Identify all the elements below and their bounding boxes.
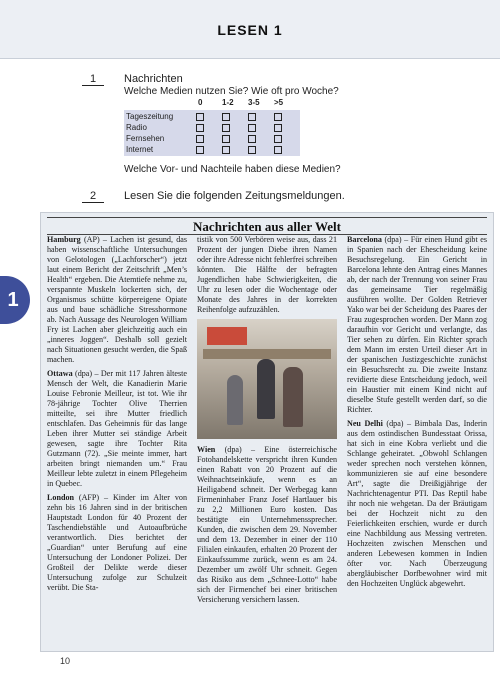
photo-person — [283, 367, 303, 427]
dateline: London — [47, 493, 74, 502]
checkbox[interactable] — [274, 124, 282, 132]
checkbox[interactable] — [248, 146, 256, 154]
checkbox[interactable] — [248, 124, 256, 132]
checkbox[interactable] — [222, 135, 230, 143]
dateline: Barcelona — [347, 235, 382, 244]
checkbox[interactable] — [248, 113, 256, 121]
checkbox[interactable] — [196, 124, 204, 132]
checkbox[interactable] — [222, 146, 230, 154]
exercise-1-followup: Welche Vor- und Nachteile haben diese Medien? — [124, 164, 341, 175]
news-text: (AFP) – Kinder im Alter von zehn bis 16 Jahren sind in der britischen Hauptstadt London für 40 Prozent der Taschendiebstähle und Autoaufbrüche verantwortlich. Dies berichtet der „Guardian“ unter Berufung auf eine Untersuchung der Londoner Polizei. Der Großteil der Delikte werde dieser Untersuchung zufolge zur Schulzeit verübt. Die Sta- — [47, 493, 187, 592]
chapter-tab — [0, 276, 30, 324]
news-text: tistik von 500 Verbören weise aus, dass 21 Prozent der jungen Diebe ihren Namen oder ihre Adresse nicht fehlerfrei schreiben könnten. Die Hälfte der befragten Jugendlichen habe Schwierigkeiten, die Uhr zu lesen oder die Wochentage oder Monate des Jahres in der korrekten Reihenfolge aufzuzählen. — [197, 235, 338, 314]
news-text: (AP) – Lachen ist gesund, das haben wissenschaftliche Untersuchungen von Gelotologen („Lachforscher“) jetzt laut einem Bericht der Zeitschrift „Men’s Health“ ergeben. Die Atemtiefe nehme zu, verspannte Muskeln lockerten sich, der Organismus schütte körpereigene Opiate aus und baue schädliche Stresshormone ab. Nach Aussage des Neurologen William Fry ist Lachen aber gleichzeitig auch ein „inneres Joggen“. Deshalb soll gezielt nach Situationen gesucht werden, die Spaß machen. — [47, 235, 187, 364]
article-column-2 — [197, 235, 337, 609]
news-text: (dpa) – Der mit 117 Jahren älteste Mensch der Welt, die Kanadierin Marie Louise Febronie Meilleur, ist tot. Wie ihr 78-jährige Tochter Olive Therrien mitteilte, sei ihre Mutter friedlich entschlafen. Das Geheimnis für das lange Leben ihrer Mutter sei ständige Arbeit gewesen, sagte ihre Tochter Rita Gutzmann (72). „Sie meinte immer, hart arbeiten bringt niemanden um.“ Frau Meilleur lebte zuletzt in einem Pflegeheim in Quebec. — [47, 369, 187, 488]
article-headline: Nachrichten aus aller Welt — [193, 219, 341, 234]
row-label: Radio — [126, 123, 147, 132]
exercise-1-question: Welche Medien nutzen Sie? Wie oft pro Woche? — [124, 86, 339, 97]
dateline: Hamburg — [47, 235, 81, 244]
dateline: Ottawa — [47, 369, 73, 378]
exercise-1-title: Nachrichten — [124, 73, 183, 85]
checkbox[interactable] — [196, 113, 204, 121]
exercise-1-number: 1 — [82, 73, 104, 86]
news-item — [197, 235, 337, 315]
checkbox[interactable] — [274, 146, 282, 154]
checkbox[interactable] — [196, 146, 204, 154]
dateline: Neu Delhi — [347, 419, 383, 428]
article-column-3 — [347, 235, 487, 593]
news-text: (dpa) – Für einen Hund gibt es in Spanien nach der Ehescheidung keine Besuchsregelung. Ein Gericht in Barcelona lehnte den Antrag eines Mannes ab, der nach der Trennung von seiner Frau das gemeinsame Tier regelmäßig ausführen wollte. Der Golden Retriever Yako war bei der Scheidung des Paares der Frau zugesprochen worden. Der Mann zog daraufhin vor Gericht und verlangte, das Tier sehen zu dürfen. Ein Richter sprach dem Mann im ersten Urteil dieser Art in der spanischen Justizgeschichte zunächst ein Besuchsrecht zu. Die zweite Instanz revidierte diese Entscheidung jedoch, weil ein Haustier mit einem Kind nicht auf dieselbe Stufe gestellt werden darf, so die Richter. — [347, 235, 487, 414]
chapter-number: 1 — [7, 288, 19, 311]
column-header: 0 — [198, 98, 203, 107]
page-header — [0, 0, 500, 59]
news-item — [47, 369, 187, 489]
newspaper-clipping — [40, 212, 494, 652]
photo-person — [227, 375, 243, 425]
photo-shelf — [203, 349, 331, 359]
checkbox[interactable] — [274, 135, 282, 143]
exercise-2-number: 2 — [82, 190, 104, 203]
checkbox[interactable] — [248, 135, 256, 143]
row-label: Internet — [126, 145, 154, 154]
photo-sign — [207, 327, 247, 345]
column-header: 1-2 — [222, 98, 234, 107]
table-body — [124, 110, 300, 156]
news-item — [47, 235, 187, 365]
media-usage-table — [124, 98, 300, 154]
top-rule — [47, 217, 487, 218]
row-label: Fernsehen — [126, 134, 165, 143]
exercise-2-instruction: Lesen Sie die folgenden Zeitungsmeldungen. — [124, 190, 345, 202]
news-item — [347, 235, 487, 415]
store-photo — [197, 319, 337, 439]
table-header — [124, 98, 300, 110]
column-header: 3-5 — [248, 98, 260, 107]
news-item — [47, 493, 187, 593]
dateline: Wien — [197, 445, 216, 454]
section-title: LESEN 1 — [217, 22, 283, 38]
news-text: (dpa) – Bimbala Das, Inderin aus dem ostindischen Bundesstaat Orissa, hat sich in eine Kobra verliebt und die Schlange geheiratet. „Obwohl Schlangen weder sprechen noch verstehen können, kommunizieren sie auf eine besondere Art“, sagte die Dreißigjährige der Nachrichtenagentur PTI. Das Reptil habe ihr noch nie wehgetan. Da der Bräutigam bei der Hochzeit nicht zu den Feierlichkeiten erschien, wurde er durch eine Nachbildung aus Messing vertreten. Hochzeiten zwischen Menschen und anderen Lebewesen kommen in Indien öfter vor. Nach Überzeugung abergläubischer Dorfbewohner wird mit den Hochzeiten Unglück abgewehrt. — [347, 419, 487, 588]
news-item — [197, 445, 337, 605]
article-column-1 — [47, 235, 187, 597]
checkbox[interactable] — [196, 135, 204, 143]
page-number: 10 — [60, 656, 71, 666]
column-header: >5 — [274, 98, 284, 107]
photo-person — [257, 359, 275, 419]
news-text: (dpa) – Eine österreichische Fotohandelskette verspricht ihren Kunden einen Rabatt von 20 Prozent auf die Weihnachtseinkäufe, wenn es an Heiligabend schneit. Der Werbegag kann Firmeninhaber Franz Josef Hartlauer bis zu 2,2 Millionen Euro kosten. Das bestätigte ein Unternehmenssprecher. Kunden, die zwischen dem 29. November und dem 13. Dezember in einer der 110 Filialen einkaufen, erhalten 20 Prozent der Einkaufssumme zurück, wenn es am 24. Dezember um zwölf Uhr schneit. Gegen das Risiko aus dem „Schnee-Lotto“ habe sich der Firmenchef bei einer britischen Versicherung versichern lassen. — [197, 445, 337, 604]
news-item — [347, 419, 487, 589]
checkbox[interactable] — [222, 113, 230, 121]
checkbox[interactable] — [222, 124, 230, 132]
row-label: Tageszeitung — [126, 112, 174, 121]
checkbox[interactable] — [274, 113, 282, 121]
